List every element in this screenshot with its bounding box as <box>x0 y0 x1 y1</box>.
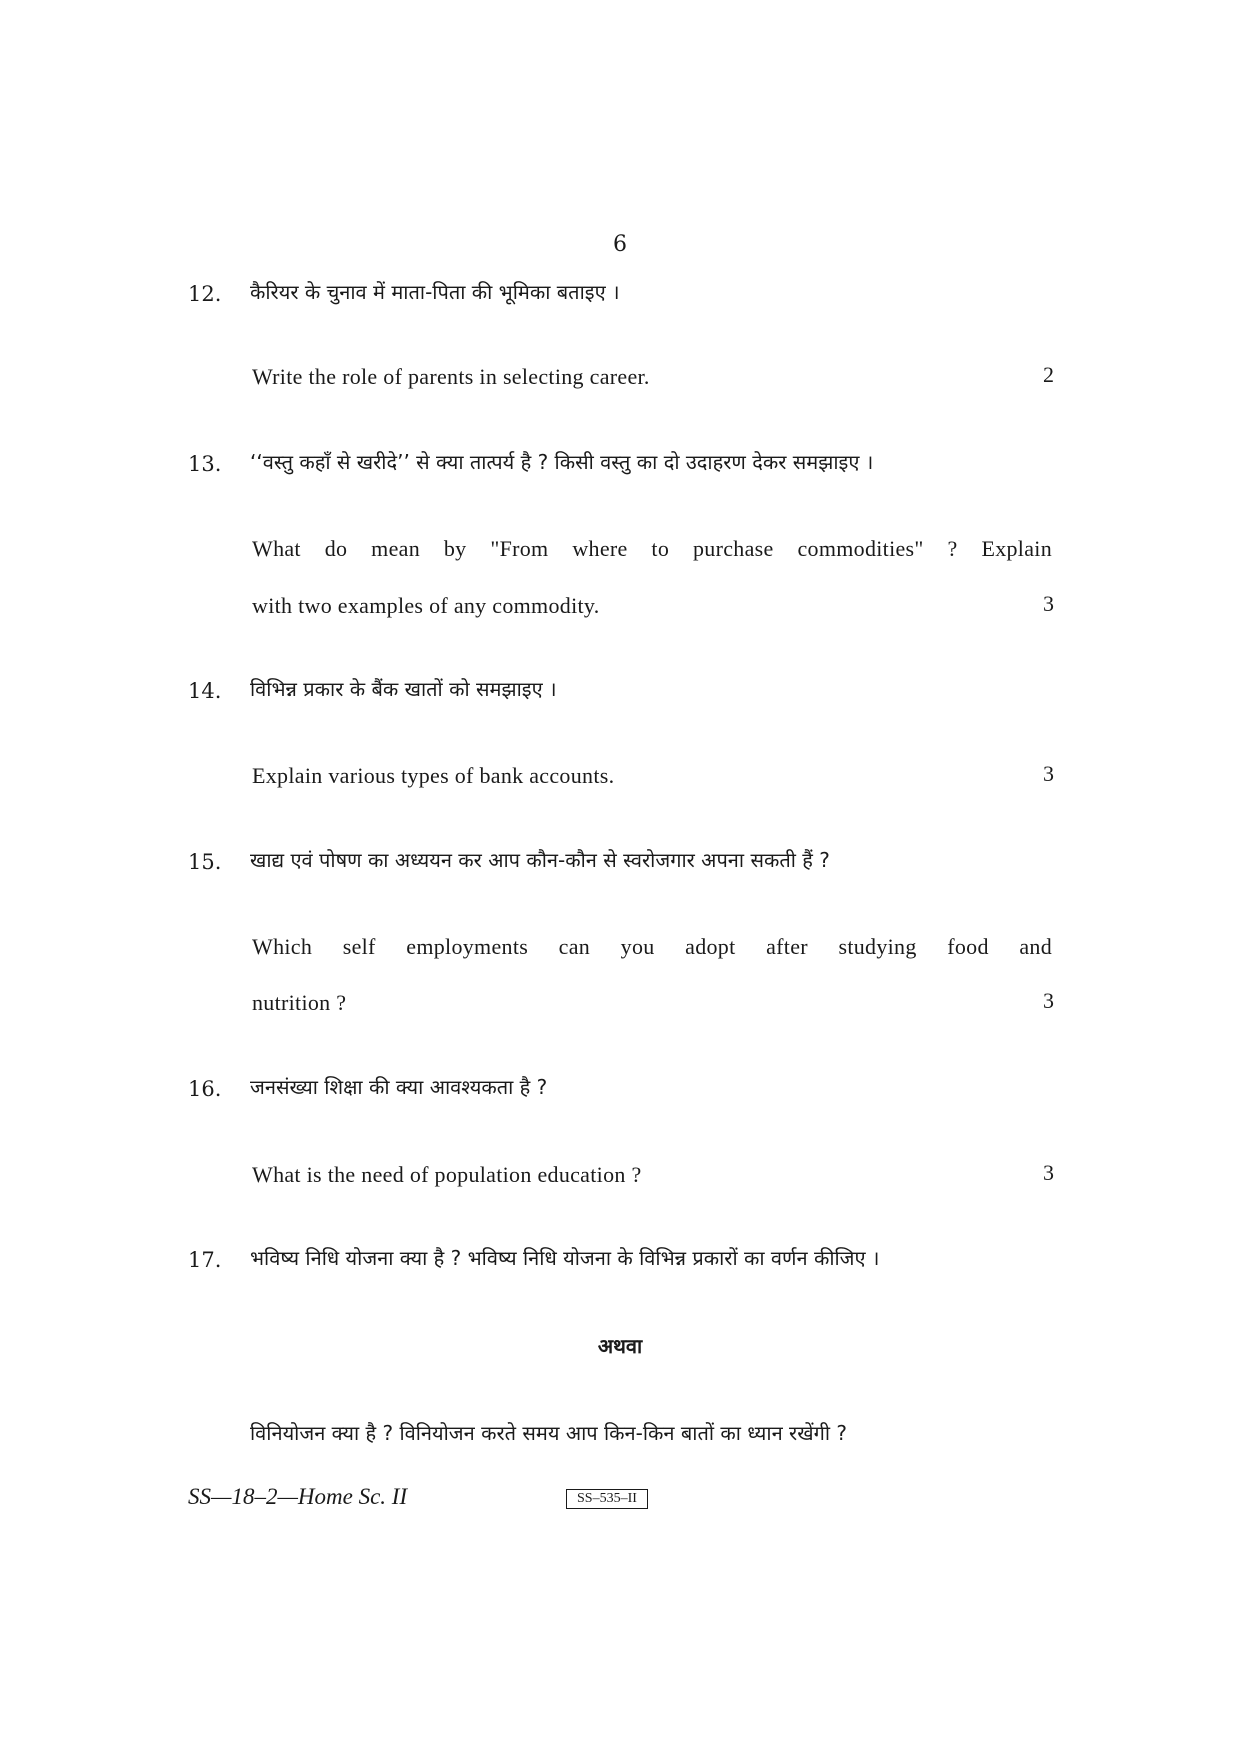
question-hindi: विभिन्न प्रकार के बैंक खातों को समझाइए । <box>250 677 557 701</box>
question-english-line-2: nutrition ? <box>252 990 347 1015</box>
question-number: 15. <box>188 850 222 874</box>
footer-paper-id: SS—18–2—Home Sc. II <box>188 1484 408 1509</box>
question-hindi: कैरियर के चुनाव में माता-पिता की भूमिका बताइए । <box>250 280 620 304</box>
question-english-line-1: What do mean by "From where to purchase commodities" ? Explain <box>252 536 1052 561</box>
question-marks: 3 <box>1043 761 1054 786</box>
question-english: Write the role of parents in selecting career. <box>252 364 650 389</box>
question-marks: 3 <box>1043 591 1054 616</box>
question-number: 16. <box>188 1077 222 1101</box>
question-marks: 3 <box>1043 1160 1054 1185</box>
question-number: 14. <box>188 679 222 703</box>
question-hindi: भविष्य निधि योजना क्या है ? भविष्य निधि योजना के विभिन्न प्रकारों का वर्णन कीजिए । <box>250 1246 880 1270</box>
question-english-line-2: with two examples of any commodity. <box>252 593 600 618</box>
question-number: 13. <box>188 452 222 476</box>
question-english-line-1: Which self employments can you adopt after studying food and <box>252 934 1052 959</box>
footer-code-box: SS–535–II <box>566 1489 648 1509</box>
question-marks: 2 <box>1043 362 1054 387</box>
question-hindi: जनसंख्या शिक्षा की क्या आवश्यकता है ? <box>250 1075 548 1099</box>
question-hindi: ‘‘वस्तु कहाँ से खरीदे’’ से क्या तात्पर्य है ? किसी वस्तु का दो उदाहरण देकर समझाइए । <box>250 450 874 474</box>
question-hindi: खाद्य एवं पोषण का अध्ययन कर आप कौन-कौन से स्वरोजगार अपना सकती हैं ? <box>250 848 830 872</box>
question-english: Explain various types of bank accounts. <box>252 763 615 788</box>
question-marks: 3 <box>1043 988 1054 1013</box>
question-number: 17. <box>188 1248 222 1272</box>
question-number: 12. <box>188 282 222 306</box>
question-english: What is the need of population education ? <box>252 1162 642 1187</box>
page-number: 6 <box>613 232 627 257</box>
question-or-hindi: विनियोजन क्या है ? विनियोजन करते समय आप किन-किन बातों का ध्यान रखेंगी ? <box>250 1421 847 1445</box>
or-label: अथवा <box>597 1334 643 1358</box>
